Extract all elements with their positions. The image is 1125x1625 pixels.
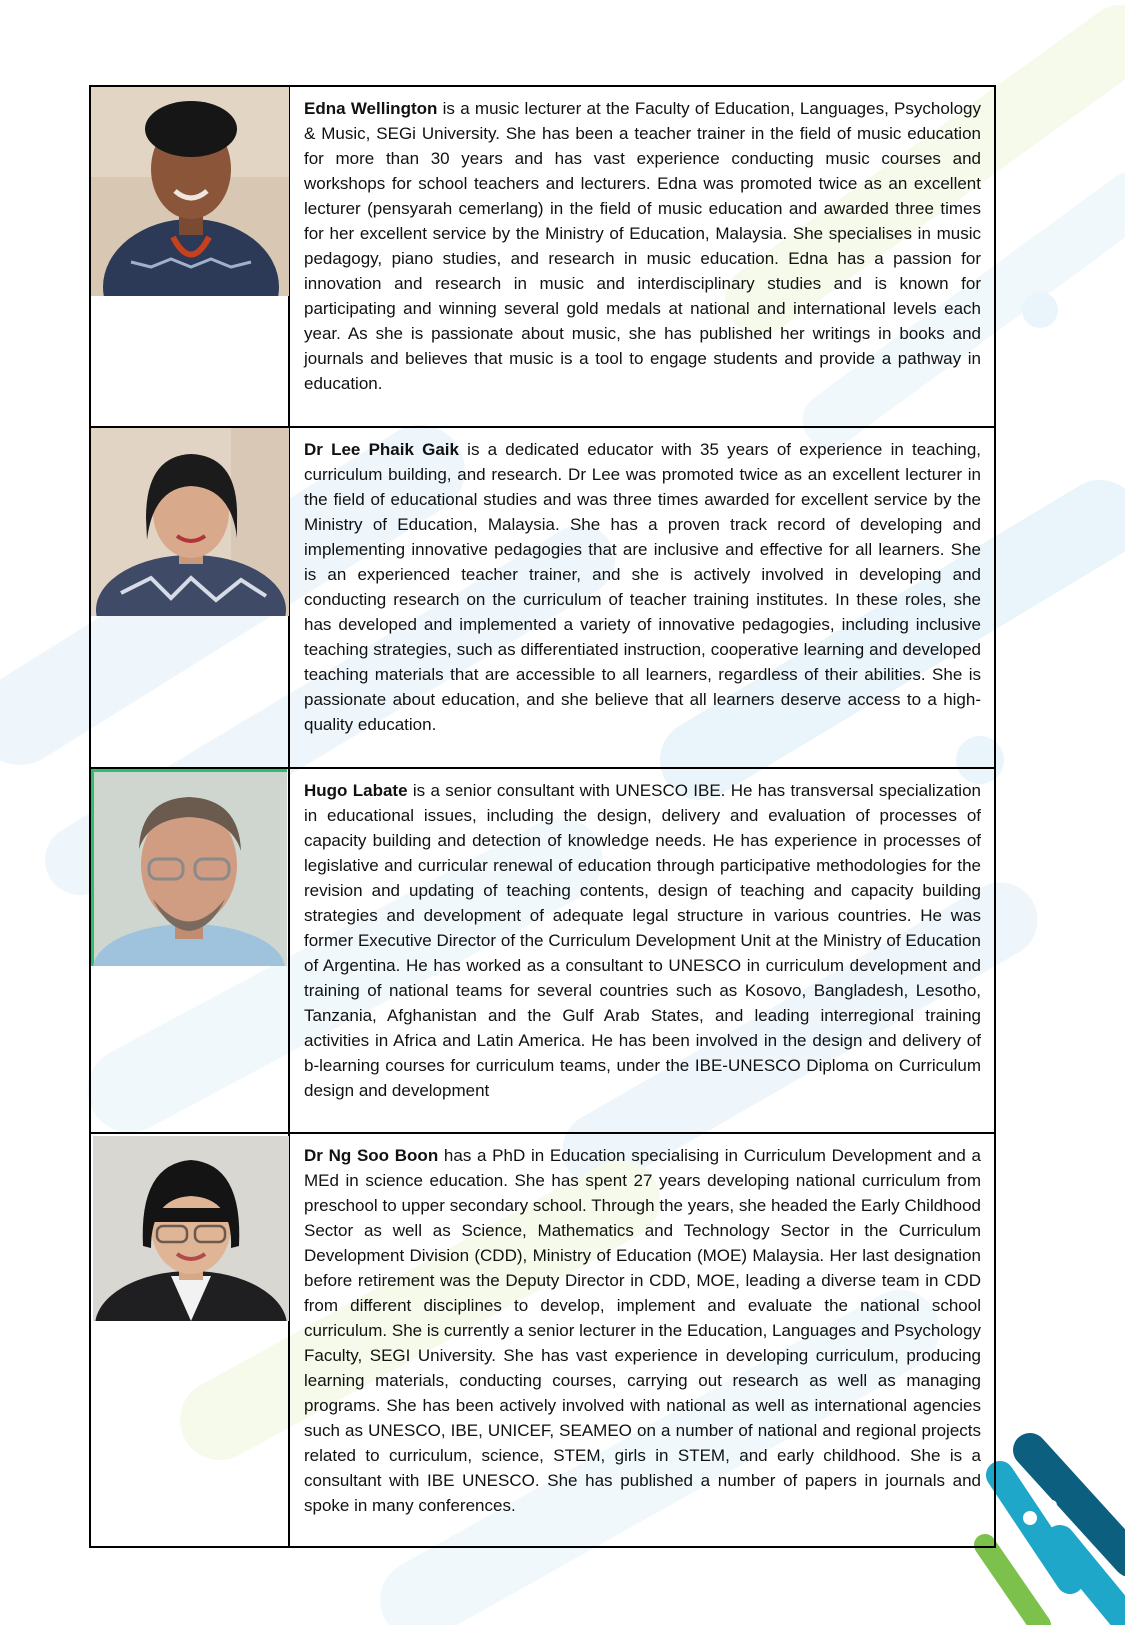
- bio-row: [90, 1133, 995, 1547]
- photo-cell: [90, 1133, 289, 1547]
- bio-table: [89, 85, 996, 1548]
- portrait-photo-lee-phaik-gaik: [91, 428, 289, 616]
- bio-row: [90, 86, 995, 427]
- corner-accent: [985, 1450, 1125, 1625]
- bio-text-cell: [289, 768, 995, 1133]
- photo-cell: [90, 427, 289, 768]
- bio-row: [90, 427, 995, 768]
- bio-name: Dr Lee Phaik Gaik: [304, 440, 459, 459]
- bio-text-cell: [289, 86, 995, 427]
- portrait-photo-ng-soo-boon: [93, 1136, 289, 1321]
- bio-text-cell: [289, 1133, 995, 1547]
- portrait-photo-edna-wellington: [91, 87, 289, 296]
- photo-cell: [90, 768, 289, 1133]
- portrait-photo-hugo-labate: [91, 769, 287, 966]
- bio-name: Dr Ng Soo Boon: [304, 1146, 439, 1165]
- bio-text: is a dedicated educator with 35 years of experience in teaching, curriculum building, and research. Dr Lee was promoted twice as an excellent lecturer in the field of educational studies and was three times awarded for excellent service by the Ministry of Education, Malaysia. She has a proven track record of developing and implementing innovative pedagogies that are inclusive and effective for all learners. She is an experienced teacher trainer, and she is actively involved in developing and conducting research on the curriculum of teacher training institutes. In these roles, she has developed and implemented a variety of innovative pedagogies, including inclusive teaching strategies, such as differentiated instruction, cooperative learning and developed teaching materials that are accessible to all learners, regardless of their abilities. She is passionate about education, and she believe that all learners deserve access to a high-quality education.: [304, 440, 981, 734]
- bio-text: has a PhD in Education specialising in Curriculum Development and a MEd in science education. She has spent 27 years developing national curriculum from preschool to upper secondary school. Through the years, she headed the Early Childhood Sector as well as Science, Mathematics and Technology Sector in the Curriculum Development Division (CDD), Ministry of Education (MOE) Malaysia. Her last designation before retirement was the Deputy Director in CDD, MOE, leading a diverse team in CDD from different disciplines to develop, implement and evaluate the national school curriculum. She is currently a senior lecturer in the Education, Languages and Psychology Faculty, SEGI University. She has vast experience in developing curriculum, producing learning materials, conducting courses, carrying out research as well as managing programs. She has been actively involved with national as well as international agencies such as UNESCO, IBE, UNICEF, SEAMEO on a number of national and regional projects related to curriculum, science, STEM, girls in STEM, and early childhood. She is a consultant with IBE UNESCO. She has published a number of papers in journals and spoke in many conferences.: [304, 1146, 981, 1515]
- bio-name: Hugo Labate: [304, 781, 408, 800]
- bio-row: [90, 768, 995, 1133]
- bio-text-cell: [289, 427, 995, 768]
- bio-text: is a senior consultant with UNESCO IBE. He has transversal specialization in educational issues, including the design, delivery and evaluation of processes of capacity building and detection of knowledge needs. He has experience in processes of legislative and curricular renewal of education through participative methodologies for the revision and updating of teaching contents, design of teaching and capacity building strategies and development of adequate legal structure in various countries. He was former Executive Director of the Curriculum Development Unit at the Ministry of Education of Argentina. He has worked as a consultant to UNESCO in curriculum development and training of national teams for several countries such as Kosovo, Bangladesh, Lesotho, Tanzania, Afghanistan and the Gulf Arab States, and leading interregional training activities in Africa and Latin America. He has been involved in the design and delivery of b-learning courses for curriculum teams, under the IBE-UNESCO Diploma on Curriculum design and development: [304, 781, 981, 1100]
- bg-dot: [1022, 292, 1058, 328]
- bio-name: Edna Wellington: [304, 99, 438, 118]
- photo-cell: [90, 86, 289, 427]
- bio-text: is a music lecturer at the Faculty of Education, Languages, Psychology & Music, SEGi University. She has been a teacher trainer in the field of music education for more than 30 years and has vast experience conducting music courses and workshops for school teachers and lecturers. Edna was promoted twice as an excellent lecturer (pensyarah cemerlang) in the field of music education and awarded three times for her excellent service by the Ministry of Education, Malaysia. She specialises in music pedagogy, piano studies, and research in music education. Edna has a passion for innovation and research in music and interdisciplinary studies and is known for participating and winning several gold medals at national and international levels each year. As she is passionate about music, she has published her writings in books and journals and believes that music is a tool to engage students and provide a pathway in education.: [304, 99, 981, 393]
